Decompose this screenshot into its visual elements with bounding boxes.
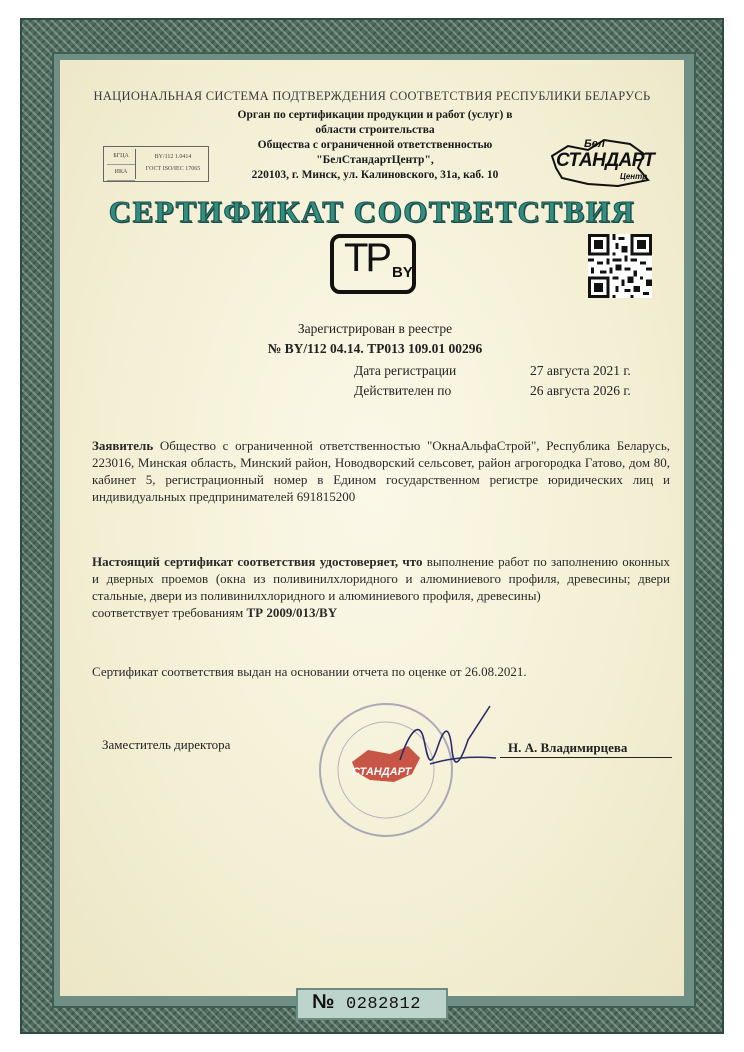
document-title: СЕРТИФИКАТ СООТВЕТСТВИЯ	[108, 194, 636, 229]
valid-until-value: 26 августа 2026 г.	[530, 383, 631, 398]
certifies-paragraph	[92, 553, 670, 621]
logo-text: СТАНДАРТ	[556, 150, 655, 171]
national-system-line: НАЦИОНАЛЬНАЯ СИСТЕМА ПОДТВЕРЖДЕНИЯ СООТВЕТСТВИЯ РЕСПУБЛИКИ БЕЛАРУСЬ	[93, 89, 651, 103]
tr-mark-letters: TP	[344, 236, 390, 280]
number-sign: №	[312, 991, 335, 1013]
registry-label: Зарегистрирован в реестре	[297, 321, 453, 336]
tr-mark-suffix: BY	[392, 264, 413, 281]
registry-number: № BY/112 04.14. ТР013 109.01 00296	[267, 341, 483, 356]
applicant-text: Общество с ограниченной ответственностью "ОкнаАльфаСтрой", Республика Беларусь, 223016, Минская область, Минский район, Новодворский сельсовет, район агрогородка Гатово, дом 80, кабинет 5, регистрационный номер в Едином государственном регистре юридических лиц и индивидуальных предпринимателей 691815200	[92, 438, 670, 504]
serial-number: 0282812	[346, 995, 421, 1014]
accreditation-number: BY/112 1.0414	[154, 154, 192, 160]
stamp-text: СТАНДАРТ	[352, 766, 412, 778]
accreditation-label: ИКА	[107, 165, 135, 181]
signer-name: Н. А. Владимирцева	[508, 740, 628, 755]
qr-code-icon	[588, 234, 652, 298]
valid-until-label: Действителен по	[354, 383, 452, 398]
registration-date-value: 27 августа 2021 г.	[530, 363, 631, 378]
signature-line	[500, 757, 672, 758]
basis-statement: Сертификат соответствия выдан на основании отчета по оценке от 26.08.2021.	[92, 664, 527, 679]
accreditation-label: БГЦА	[107, 149, 135, 165]
logo-text: Бел	[584, 138, 605, 150]
registration-date-label: Дата регистрации	[354, 363, 457, 378]
org-line: "БелСтандартЦентр",	[316, 154, 434, 166]
signature-icon	[390, 700, 500, 790]
certification-body	[210, 108, 540, 183]
accreditation-standard: ГОСТ ISO/IEC 17065	[145, 166, 201, 172]
accreditation-mark	[103, 146, 209, 182]
org-line: 220103, г. Минск, ул. Калиновского, 31а, каб. 10	[251, 169, 499, 181]
org-line: Орган по сертификации продукции и работ (услуг) в	[237, 109, 513, 121]
technical-regulation: ТР 2009/013/BY	[246, 605, 338, 620]
logo-text: Центр	[620, 172, 648, 181]
applicant-paragraph	[92, 437, 670, 505]
complies-prefix: соответствует требованиям	[92, 605, 247, 620]
org-line: Общества с ограниченной ответственностью	[257, 139, 493, 151]
certifies-lead: Настоящий сертификат соответствия удостоверяет, что	[92, 554, 423, 569]
applicant-label: Заявитель	[92, 438, 154, 453]
signer-position: Заместитель директора	[102, 737, 231, 752]
org-line: области строительства	[315, 124, 435, 136]
certifies-text: выполнение работ по заполнению оконных и дверных проемов (окна из поливинилхлоридного и алюминиевого профиля, древесины; двери стальные, двери из поливинилхлоридного и алюминиевого профиля, древесины)	[92, 554, 671, 603]
